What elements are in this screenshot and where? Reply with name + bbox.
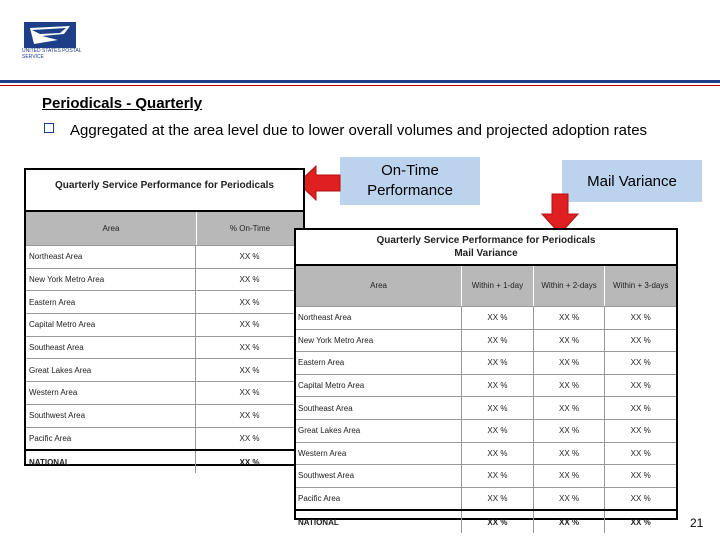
- mail-variance-table: [294, 228, 678, 527]
- value-cell: XX %: [239, 343, 260, 353]
- value-cell: XX %: [533, 352, 605, 374]
- table-row: [26, 381, 303, 404]
- checkbox-bullet-icon: [44, 123, 54, 133]
- area-cell: Southwest Area: [26, 405, 196, 427]
- area-cell: Southeast Area: [298, 403, 353, 413]
- area-cell: Northeast Area: [298, 313, 352, 323]
- area-cell: Northeast Area: [26, 246, 196, 268]
- value-cell: XX %: [461, 488, 533, 510]
- table-row: [296, 419, 676, 442]
- value-cell: XX %: [604, 465, 676, 487]
- mail-variance-table-title: [296, 230, 676, 264]
- value-cell: XX %: [604, 511, 676, 533]
- table-row: [26, 427, 303, 450]
- value-cell: XX %: [239, 365, 260, 375]
- table-row: [296, 306, 676, 329]
- table-row: [26, 245, 303, 268]
- value-cell: XX %: [533, 420, 605, 442]
- table-row: [296, 374, 676, 397]
- value-cell: XX %: [239, 275, 260, 285]
- table-row: [296, 396, 676, 419]
- value-cell: XX %: [604, 307, 676, 329]
- slide-heading: Periodicals - Quarterly: [42, 95, 203, 112]
- table-row: [296, 329, 676, 352]
- header-rule: [0, 80, 720, 83]
- value-cell: XX %: [604, 330, 676, 352]
- area-cell: New York Metro Area: [298, 335, 374, 345]
- area-cell: Great Lakes Area: [26, 359, 196, 381]
- area-cell: Capital Metro Area: [26, 314, 196, 336]
- table-total-row: [296, 509, 676, 533]
- value-cell: XX %: [533, 375, 605, 397]
- area-cell: Capital Metro Area: [298, 381, 365, 391]
- value-cell: XX %: [239, 457, 260, 467]
- value-cell: XX %: [461, 397, 533, 419]
- area-cell: Eastern Area: [26, 291, 196, 313]
- header-accent-rule: [0, 85, 720, 86]
- value-cell: XX %: [604, 443, 676, 465]
- table-row: [296, 464, 676, 487]
- value-cell: XX %: [461, 465, 533, 487]
- value-cell: XX %: [533, 443, 605, 465]
- table-row: [26, 404, 303, 427]
- value-cell: XX %: [604, 375, 676, 397]
- area-cell: NATIONAL: [298, 517, 339, 527]
- area-cell: Western Area: [298, 448, 347, 458]
- table-row: [296, 351, 676, 374]
- table-row: [26, 336, 303, 359]
- value-cell: XX %: [533, 511, 605, 533]
- value-cell: XX %: [461, 307, 533, 329]
- area-cell: Western Area: [26, 382, 196, 404]
- table-row: [26, 358, 303, 381]
- area-cell: Pacific Area: [26, 428, 196, 450]
- value-cell: XX %: [604, 397, 676, 419]
- title-line: Mail Variance: [454, 248, 518, 259]
- on-time-table: [24, 168, 305, 466]
- bullet-text: Aggregated at the area level due to lower overall volumes and projected adoption rates: [70, 122, 648, 139]
- value-cell: XX %: [239, 411, 260, 421]
- value-cell: XX %: [533, 330, 605, 352]
- column-header: % On-Time: [229, 224, 271, 233]
- callout-on-time-performance: On-Time Performance: [340, 157, 480, 205]
- column-header: Within + 2-days: [533, 266, 605, 306]
- on-time-table-title: Quarterly Service Performance for Periodicals: [55, 180, 274, 191]
- area-cell: Southeast Area: [26, 337, 196, 359]
- column-header: Within + 1-day: [461, 266, 533, 306]
- area-cell: Pacific Area: [298, 494, 341, 504]
- value-cell: XX %: [239, 320, 260, 330]
- area-cell: Southwest Area: [298, 471, 355, 481]
- value-cell: XX %: [461, 330, 533, 352]
- logo-text: UNITED STATES POSTAL SERVICE: [22, 48, 82, 60]
- value-cell: XX %: [604, 488, 676, 510]
- callout-mail-variance: Mail Variance: [562, 160, 702, 202]
- table-header: [296, 264, 676, 306]
- value-cell: XX %: [604, 352, 676, 374]
- value-cell: XX %: [604, 420, 676, 442]
- table-row: [26, 268, 303, 291]
- table-total-row: [26, 449, 303, 473]
- value-cell: XX %: [461, 420, 533, 442]
- value-cell: XX %: [461, 511, 533, 533]
- table-row: [26, 290, 303, 313]
- area-cell: Great Lakes Area: [298, 426, 361, 436]
- table-row: [26, 313, 303, 336]
- table-row: [296, 487, 676, 510]
- value-cell: XX %: [461, 443, 533, 465]
- value-cell: XX %: [533, 307, 605, 329]
- value-cell: XX %: [533, 465, 605, 487]
- table-row: [296, 442, 676, 465]
- column-header: Within + 3-days: [604, 266, 676, 306]
- value-cell: XX %: [533, 397, 605, 419]
- value-cell: XX %: [239, 297, 260, 307]
- value-cell: XX %: [533, 488, 605, 510]
- value-cell: XX %: [461, 352, 533, 374]
- value-cell: XX %: [461, 375, 533, 397]
- value-cell: XX %: [239, 388, 260, 398]
- column-header: Area: [370, 281, 388, 290]
- value-cell: XX %: [239, 252, 260, 262]
- area-cell: New York Metro Area: [26, 269, 196, 291]
- area-cell: NATIONAL: [26, 451, 196, 473]
- header-bar: [0, 0, 720, 78]
- area-cell: Eastern Area: [298, 358, 345, 368]
- value-cell: XX %: [239, 433, 260, 443]
- table-header: [26, 210, 303, 245]
- column-header: Area: [26, 212, 197, 245]
- page-number: 21: [690, 516, 704, 530]
- title-line: Quarterly Service Performance for Periodicals: [376, 235, 596, 246]
